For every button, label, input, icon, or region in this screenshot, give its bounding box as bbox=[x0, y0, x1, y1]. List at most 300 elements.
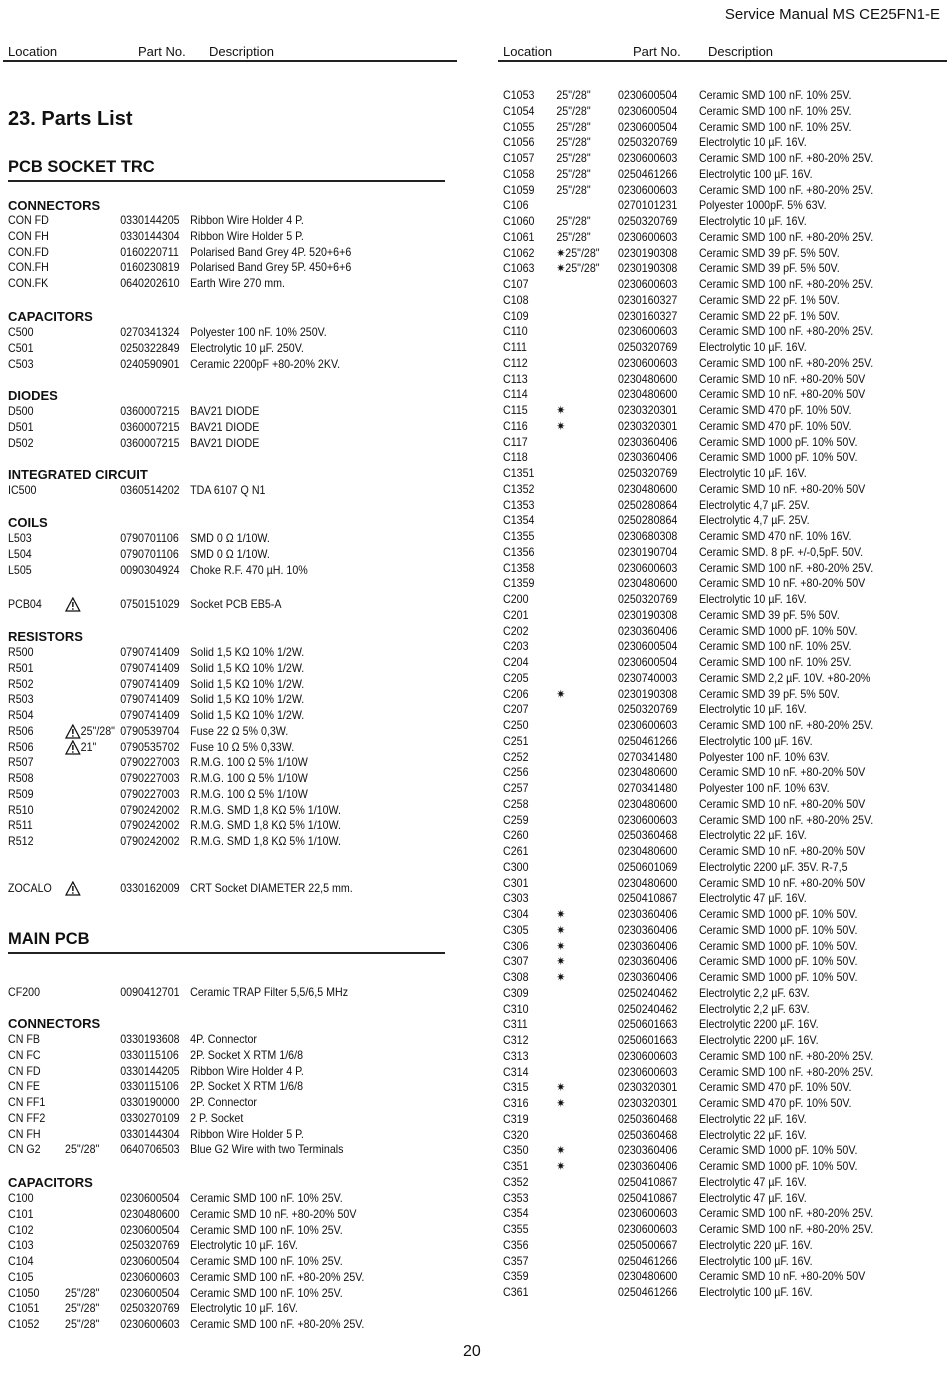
cell-part-number: 0230480600 bbox=[618, 482, 678, 496]
cell-location: C206 bbox=[503, 687, 529, 701]
cell-location: R506 bbox=[8, 724, 34, 738]
cell-description: 2P. Socket X RTM 1/6/8 bbox=[190, 1080, 304, 1094]
cell-part-number: 0230600603 bbox=[618, 278, 678, 291]
cell-description: Ceramic SMD 1000 pF. 10% 50V. bbox=[698, 908, 858, 921]
cell-part-number: 0330270109 bbox=[120, 1111, 180, 1125]
cell-location: C258 bbox=[503, 797, 529, 811]
cell-description: Ribbon Wire Holder 4 P. bbox=[190, 214, 304, 227]
cell-part-number: 0230480600 bbox=[120, 1207, 180, 1221]
cell-position: ✷ bbox=[556, 687, 566, 701]
cell-part-number: 0790242002 bbox=[120, 819, 180, 833]
cell-description: Ceramic SMD 10 nF. +80-20% 50V bbox=[698, 876, 866, 890]
cell-description: Electrolytic 10 µF. 16V. bbox=[698, 215, 807, 228]
cell-description: Blue G2 Wire with two Terminals bbox=[190, 1143, 344, 1157]
cell-description: Ceramic SMD 1000 pF. 10% 50V. bbox=[698, 1160, 858, 1173]
cell-description: BAV21 DIODE bbox=[190, 405, 260, 418]
cell-location: C314 bbox=[503, 1065, 529, 1079]
cell-description: Ceramic SMD 10 nF. +80-20% 50V bbox=[698, 766, 866, 780]
cell-part-number: 0230600504 bbox=[618, 120, 678, 134]
cell-location: C101 bbox=[8, 1207, 34, 1221]
cell-description: Electrolytic 22 µF. 16V. bbox=[698, 1112, 807, 1126]
page-number: 20 bbox=[463, 1343, 481, 1360]
cell-location: C320 bbox=[503, 1128, 529, 1142]
cell-part-number: 0250320769 bbox=[618, 215, 678, 228]
cell-description: Ceramic SMD 1000 pF. 10% 50V. bbox=[698, 624, 858, 638]
cell-part-number: 0790741409 bbox=[120, 677, 180, 691]
cell-location: C100 bbox=[8, 1192, 34, 1205]
cell-description: Polyester 1000pF. 5% 63V. bbox=[698, 199, 827, 213]
cell-part-number: 0230320301 bbox=[618, 1097, 678, 1110]
cell-description: Ceramic SMD 100 nF. +80-20% 25V. bbox=[698, 1223, 874, 1236]
cell-location: C1061 bbox=[503, 230, 535, 244]
cell-part-number: 0790741409 bbox=[120, 661, 180, 675]
cell-position: ✷ bbox=[556, 1144, 566, 1158]
cell-description: Polarised Band Grey 5P. 450+6+6 bbox=[190, 261, 352, 275]
cell-location: R509 bbox=[8, 787, 34, 801]
cell-location: C114 bbox=[503, 388, 528, 402]
cell-description: Solid 1,5 KΩ 10% 1/2W. bbox=[190, 661, 305, 675]
cell-location: C305 bbox=[503, 923, 529, 937]
cell-location: C111 bbox=[503, 341, 527, 354]
cell-part-number: 0090304924 bbox=[120, 563, 180, 577]
cell-description: 4P. Connector bbox=[190, 1033, 257, 1046]
cell-description: Electrolytic 10 µF. 250V. bbox=[190, 341, 304, 355]
cell-location: C1054 bbox=[503, 104, 535, 118]
cell-location: C204 bbox=[503, 656, 529, 669]
cell-description: Electrolytic 10 µF. 16V. bbox=[190, 1302, 298, 1316]
cell-part-number: 0230600603 bbox=[618, 230, 678, 244]
cell-part-number: 0230600603 bbox=[618, 183, 678, 197]
cell-part-number: 0330190000 bbox=[120, 1096, 180, 1109]
cell-location: C107 bbox=[503, 278, 529, 291]
cell-part-number: 0250601663 bbox=[618, 1034, 678, 1047]
cell-part-number: 0230600504 bbox=[120, 1255, 180, 1268]
cell-location: C1056 bbox=[503, 136, 535, 150]
cell-description: Ceramic SMD 39 pF. 5% 50V. bbox=[698, 608, 840, 622]
cell-description: Electrolytic 4,7 µF. 25V. bbox=[698, 498, 810, 512]
cell-description: Earth Wire 270 mm. bbox=[190, 277, 286, 290]
cell-description: Ceramic SMD 100 nF. 10% 25V. bbox=[698, 120, 852, 134]
cell-part-number: 0250360468 bbox=[618, 1112, 678, 1126]
cell-location: PCB04 bbox=[8, 598, 42, 611]
cell-location: CON.FH bbox=[8, 261, 49, 275]
cell-description: Ribbon Wire Holder 4 P. bbox=[190, 1064, 304, 1078]
cell-location: C357 bbox=[503, 1254, 529, 1268]
cell-location: C301 bbox=[503, 876, 529, 890]
cell-part-number: 0790227003 bbox=[120, 756, 180, 770]
cell-position: 25"/28" bbox=[556, 120, 591, 134]
column-header-left bbox=[8, 44, 448, 60]
cell-location: D501 bbox=[8, 420, 34, 434]
main-pcb-title: MAIN PCB bbox=[8, 930, 445, 954]
cell-description: Ceramic SMD 100 nF. 10% 25V. bbox=[190, 1223, 343, 1237]
cell-part-number: 0230740003 bbox=[618, 671, 678, 685]
cell-location: CON FD bbox=[8, 214, 49, 227]
cell-position: 25"/28" bbox=[65, 1143, 100, 1157]
cell-description: Ceramic SMD 1000 pF. 10% 50V. bbox=[698, 1144, 858, 1158]
cell-description: R.M.G. 100 Ω 5% 1/10W bbox=[190, 787, 308, 801]
cell-location: C355 bbox=[503, 1223, 529, 1236]
cell-location: C359 bbox=[503, 1270, 529, 1284]
cell-description: Ceramic SMD 100 nF. 10% 25V. bbox=[698, 89, 852, 102]
cell-part-number: 0230480600 bbox=[618, 388, 678, 402]
cell-description: Solid 1,5 KΩ 10% 1/2W. bbox=[190, 677, 305, 691]
cell-description: Ceramic SMD 100 nF. +80-20% 25V. bbox=[698, 278, 874, 291]
cell-location: C313 bbox=[503, 1049, 529, 1063]
cell-location: R504 bbox=[8, 709, 34, 722]
cell-description: Ceramic SMD 470 pF. 10% 50V. bbox=[698, 419, 852, 433]
cell-part-number: 0790741409 bbox=[120, 709, 180, 722]
cell-position: ✷ bbox=[556, 923, 566, 937]
cell-part-number: 0230600504 bbox=[618, 656, 678, 669]
column-header-right bbox=[503, 44, 943, 60]
cell-description: Ceramic SMD 100 nF. +80-20% 25V. bbox=[698, 230, 874, 244]
cell-part-number: 0230320301 bbox=[618, 404, 678, 417]
cell-location: C106 bbox=[503, 199, 529, 213]
cell-position: ✷25"/28" bbox=[556, 246, 600, 260]
cell-position: ✷ bbox=[556, 971, 566, 984]
cell-part-number: 0270341480 bbox=[618, 782, 678, 795]
cell-description: Electrolytic 100 µF. 16V. bbox=[698, 1286, 813, 1299]
cell-location: IC500 bbox=[8, 484, 37, 497]
cell-description: Ceramic SMD 1000 pF. 10% 50V. bbox=[698, 451, 858, 465]
cell-description: Electrolytic 100 µF. 16V. bbox=[698, 1254, 813, 1268]
cell-part-number: 0160230819 bbox=[120, 261, 180, 275]
cell-position: ✷ bbox=[556, 1097, 566, 1110]
cell-location: C105 bbox=[8, 1270, 34, 1284]
cell-location: C310 bbox=[503, 1002, 529, 1016]
cell-location: C308 bbox=[503, 971, 529, 984]
cell-position: 25"/28" bbox=[556, 136, 591, 150]
cell-part-number: 0230600504 bbox=[618, 640, 678, 654]
cell-location: C1053 bbox=[503, 89, 535, 102]
cell-description: Solid 1,5 KΩ 10% 1/2W. bbox=[190, 709, 305, 722]
cell-description: Ceramic SMD 10 nF. +80-20% 50V bbox=[698, 482, 866, 496]
cell-description: Ceramic SMD 2,2 µF. 10V. +80-20% bbox=[698, 671, 871, 685]
cell-part-number: 0270341480 bbox=[618, 750, 678, 764]
cell-location: C311 bbox=[503, 1018, 528, 1032]
cell-description: R.M.G. 100 Ω 5% 1/10W bbox=[190, 772, 308, 785]
subsection-title: DIODES bbox=[8, 388, 58, 403]
cell-part-number: 0230680308 bbox=[618, 530, 678, 543]
cell-part-number: 0230320301 bbox=[618, 419, 678, 433]
cell-description: Ceramic SMD 470 pF. 10% 50V. bbox=[698, 1097, 852, 1110]
cell-part-number: 0230600603 bbox=[618, 813, 678, 827]
page-header-title: Service Manual MS CE25FN1-E bbox=[724, 6, 940, 23]
cell-part-number: 0790701106 bbox=[120, 532, 179, 545]
cell-description: Ceramic SMD 22 pF. 1% 50V. bbox=[698, 293, 840, 307]
subsection-title: CONNECTORS bbox=[8, 1016, 101, 1031]
cell-part-number: 0230480600 bbox=[618, 577, 678, 591]
cell-part-number: 0790701106 bbox=[120, 547, 179, 561]
cell-location: C207 bbox=[503, 703, 529, 717]
cell-description: Electrolytic 22 µF. 16V. bbox=[698, 1128, 807, 1142]
cell-location: R508 bbox=[8, 772, 34, 785]
cell-location: C1352 bbox=[503, 482, 535, 496]
cell-location: C116 bbox=[503, 419, 528, 433]
cell-description: Solid 1,5 KΩ 10% 1/2W. bbox=[190, 693, 305, 707]
cell-description: Ceramic SMD 100 nF. 10% 25V. bbox=[190, 1255, 343, 1268]
cell-part-number: 0240590901 bbox=[120, 357, 180, 371]
cell-part-number: 0330115106 bbox=[120, 1048, 179, 1062]
cell-location: C205 bbox=[503, 671, 529, 685]
cell-position: ✷ bbox=[556, 1081, 566, 1095]
cell-part-number: 0230360406 bbox=[618, 955, 678, 969]
cell-location: C316 bbox=[503, 1097, 529, 1110]
cell-description: Electrolytic 47 µF. 16V. bbox=[698, 892, 807, 906]
cell-part-number: 0330144205 bbox=[120, 214, 180, 227]
cell-location: C319 bbox=[503, 1112, 529, 1126]
cell-part-number: 0330144205 bbox=[120, 1064, 180, 1078]
cell-part-number: 0230360406 bbox=[618, 923, 678, 937]
cell-part-number: 0160220711 bbox=[120, 245, 179, 259]
cell-description: Ceramic SMD. 8 pF. +/-0,5pF. 50V. bbox=[698, 545, 864, 559]
cell-description: Ceramic SMD 100 nF. 10% 25V. bbox=[190, 1286, 343, 1300]
cell-part-number: 0790227003 bbox=[120, 787, 180, 801]
column-header-location: Location bbox=[8, 44, 58, 59]
cell-location: C1058 bbox=[503, 167, 535, 181]
cell-location: C354 bbox=[503, 1207, 529, 1221]
cell-description: Fuse 22 Ω 5% 0,3W. bbox=[190, 724, 289, 738]
cell-location: C1055 bbox=[503, 120, 535, 134]
cell-position: 25"/28" bbox=[556, 230, 591, 244]
cell-description: CRT Socket DIAMETER 22,5 mm. bbox=[190, 882, 353, 895]
cell-location: CN FD bbox=[8, 1064, 41, 1078]
cell-part-number: 0360007215 bbox=[120, 420, 180, 434]
cell-location: C110 bbox=[503, 325, 528, 339]
cell-part-number: 0250601663 bbox=[618, 1018, 678, 1032]
cell-description: Ceramic 2200pF +80-20% 2KV. bbox=[190, 357, 341, 371]
cell-part-number: 0250320769 bbox=[618, 341, 678, 354]
cell-description: Ceramic SMD 100 nF. +80-20% 25V. bbox=[698, 1207, 874, 1221]
cell-description: Ceramic SMD 100 nF. +80-20% 25V. bbox=[698, 1049, 874, 1063]
cell-description: 2P. Connector bbox=[190, 1096, 257, 1109]
cell-description: Electrolytic 2,2 µF. 63V. bbox=[698, 986, 810, 1000]
cell-part-number: 0230480600 bbox=[618, 797, 678, 811]
cell-location: C1353 bbox=[503, 498, 535, 512]
cell-location: C304 bbox=[503, 908, 529, 921]
cell-part-number: 0230600603 bbox=[618, 1207, 678, 1221]
cell-location: C1060 bbox=[503, 215, 535, 228]
cell-location: C1050 bbox=[8, 1286, 40, 1300]
cell-location: C260 bbox=[503, 829, 529, 843]
cell-location: C259 bbox=[503, 813, 529, 827]
cell-location: C118 bbox=[503, 451, 528, 465]
cell-part-number: 0230360406 bbox=[618, 1144, 678, 1158]
cell-part-number: 0230360406 bbox=[618, 1160, 678, 1173]
cell-description: Socket PCB EB5-A bbox=[190, 598, 282, 611]
cell-part-number: 0090412701 bbox=[120, 986, 180, 999]
pcb-socket-title: PCB SOCKET TRC bbox=[8, 158, 445, 182]
column-header-part-no: Part No. bbox=[633, 44, 681, 59]
cell-part-number: 0250360468 bbox=[618, 1128, 678, 1142]
cell-description: Ceramic SMD 10 nF. +80-20% 50V bbox=[698, 845, 866, 858]
subsection-title: CAPACITORS bbox=[8, 309, 93, 324]
cell-part-number: 0250322849 bbox=[120, 341, 180, 355]
cell-location: C257 bbox=[503, 782, 529, 795]
cell-location: C501 bbox=[8, 341, 34, 355]
cell-description: Ribbon Wire Holder 5 P. bbox=[190, 1127, 304, 1141]
cell-part-number: 0230360406 bbox=[618, 451, 678, 465]
cell-description: Polyester 100 nF. 10% 250V. bbox=[190, 326, 327, 339]
cell-part-number: 0230600504 bbox=[120, 1192, 180, 1205]
subsection-title: COILS bbox=[8, 515, 48, 530]
cell-description: Electrolytic 10 µF. 16V. bbox=[698, 136, 807, 150]
cell-description: 2 P. Socket bbox=[190, 1111, 244, 1125]
cell-location: D502 bbox=[8, 436, 34, 450]
cell-description: Ceramic SMD 10 nF. +80-20% 50V bbox=[698, 1270, 866, 1284]
cell-description: Ceramic SMD 1000 pF. 10% 50V. bbox=[698, 923, 858, 937]
cell-part-number: 0250240462 bbox=[618, 986, 678, 1000]
cell-location: R507 bbox=[8, 756, 34, 770]
cell-description: Electrolytic 22 µF. 16V. bbox=[698, 829, 807, 843]
cell-part-number: 0230480600 bbox=[618, 766, 678, 780]
cell-description: Ceramic SMD 470 nF. 10% 16V. bbox=[698, 530, 852, 543]
cell-part-number: 0790741409 bbox=[120, 693, 180, 707]
cell-location: R512 bbox=[8, 835, 34, 848]
cell-part-number: 0750151029 bbox=[120, 598, 180, 611]
cell-part-number: 0640706503 bbox=[120, 1143, 180, 1157]
cell-position-text: 25"/28" bbox=[80, 724, 115, 738]
cell-location: C201 bbox=[503, 608, 529, 622]
cell-part-number: 0250360468 bbox=[618, 829, 678, 843]
cell-part-number: 0790242002 bbox=[120, 835, 180, 848]
cell-location: C1062 bbox=[503, 246, 535, 260]
cell-description: Ceramic SMD 10 nF. +80-20% 50V bbox=[698, 372, 866, 386]
cell-part-number: 0230600603 bbox=[618, 356, 678, 370]
cell-position: 25"/28" bbox=[65, 1286, 100, 1300]
cell-location: C1051 bbox=[8, 1302, 40, 1316]
cell-part-number: 0250601069 bbox=[618, 860, 678, 874]
cell-description: Ceramic SMD 100 nF. 10% 25V. bbox=[698, 640, 852, 654]
cell-description: Ceramic SMD 100 nF. +80-20% 25V. bbox=[698, 152, 874, 165]
cell-description: Fuse 10 Ω 5% 0,33W. bbox=[190, 740, 295, 754]
cell-location: C1351 bbox=[503, 467, 535, 480]
cell-description: Polyester 100 nF. 10% 63V. bbox=[698, 750, 830, 764]
cell-location: CON.FK bbox=[8, 277, 49, 290]
warning-triangle-icon bbox=[65, 725, 81, 738]
cell-position: ✷ bbox=[556, 1160, 566, 1173]
cell-location: ZOCALO bbox=[8, 882, 52, 895]
cell-description: Ceramic SMD 39 pF. 5% 50V. bbox=[698, 687, 840, 701]
cell-part-number: 0230480600 bbox=[618, 876, 678, 890]
cell-description: Ceramic SMD 100 nF. +80-20% 25V. bbox=[190, 1270, 365, 1284]
cell-part-number: 0250320769 bbox=[618, 703, 678, 717]
cell-location: C1358 bbox=[503, 561, 535, 575]
cell-description: R.M.G. SMD 1,8 KΩ 5% 1/10W. bbox=[190, 835, 341, 848]
section-title: 23. Parts List bbox=[8, 108, 133, 130]
cell-part-number: 0230600504 bbox=[618, 104, 678, 118]
cell-part-number: 0230160327 bbox=[618, 309, 678, 323]
cell-description: Ceramic SMD 1000 pF. 10% 50V. bbox=[698, 939, 858, 953]
cell-location: CN FF2 bbox=[8, 1111, 46, 1125]
cell-description: Electrolytic 47 µF. 16V. bbox=[698, 1175, 807, 1189]
cell-part-number: 0250320769 bbox=[618, 136, 678, 150]
cell-description: Ceramic SMD 1000 pF. 10% 50V. bbox=[698, 955, 858, 969]
cell-description: Electrolytic 10 µF. 16V. bbox=[698, 341, 807, 354]
cell-description: Ceramic SMD 100 nF. +80-20% 25V. bbox=[698, 356, 874, 370]
cell-position: 25"/28" bbox=[556, 89, 591, 102]
cell-description: TDA 6107 Q N1 bbox=[190, 484, 266, 497]
cell-location: C103 bbox=[8, 1239, 34, 1253]
cell-location: R506 bbox=[8, 740, 34, 754]
cell-part-number: 0790535702 bbox=[120, 740, 180, 754]
cell-part-number: 0230600504 bbox=[120, 1286, 180, 1300]
cell-location: R510 bbox=[8, 803, 34, 817]
cell-location: C309 bbox=[503, 986, 529, 1000]
cell-description: Ceramic SMD 100 nF. 10% 25V. bbox=[190, 1192, 343, 1205]
cell-part-number: 0250461266 bbox=[618, 1286, 678, 1299]
cell-part-number: 0230190308 bbox=[618, 262, 678, 276]
cell-position: ✷25"/28" bbox=[556, 262, 600, 276]
cell-position: 25"/28" bbox=[556, 183, 591, 197]
cell-description: SMD 0 Ω 1/10W. bbox=[190, 547, 270, 561]
cell-part-number: 0330193608 bbox=[120, 1033, 180, 1046]
cell-description: Ceramic SMD 100 nF. +80-20% 25V. bbox=[698, 183, 874, 197]
cell-position: 25"/28" bbox=[556, 104, 591, 118]
cell-location: C256 bbox=[503, 766, 529, 780]
cell-part-number: 0250500667 bbox=[618, 1238, 678, 1252]
cell-position: ✷ bbox=[556, 404, 566, 417]
cell-description: Ceramic SMD 100 nF. +80-20% 25V. bbox=[698, 561, 874, 575]
cell-part-number: 0230600603 bbox=[618, 1049, 678, 1063]
cell-description: Electrolytic 2,2 µF. 63V. bbox=[698, 1002, 810, 1016]
cell-location: C202 bbox=[503, 624, 529, 638]
cell-part-number: 0230600603 bbox=[618, 1223, 678, 1236]
cell-location: C1355 bbox=[503, 530, 535, 543]
cell-description: Electrolytic 10 µF. 16V. bbox=[698, 467, 807, 480]
cell-part-number: 0330162009 bbox=[120, 882, 180, 895]
cell-position-text: 21" bbox=[80, 740, 97, 754]
cell-part-number: 0230360406 bbox=[618, 624, 678, 638]
cell-part-number: 0230600603 bbox=[618, 719, 678, 732]
cell-part-number: 0230480600 bbox=[618, 372, 678, 386]
cell-description: Ceramic SMD 100 nF. 10% 25V. bbox=[698, 656, 852, 669]
cell-location: CN G2 bbox=[8, 1143, 41, 1157]
cell-description: Electrolytic 10 µF. 16V. bbox=[190, 1239, 298, 1253]
cell-part-number: 0330144304 bbox=[120, 229, 180, 243]
cell-part-number: 0230600603 bbox=[120, 1270, 180, 1284]
cell-description: Ceramic TRAP Filter 5,5/6,5 MHz bbox=[190, 986, 349, 999]
cell-position: 25"/28" bbox=[65, 1302, 100, 1316]
cell-location: C102 bbox=[8, 1223, 34, 1237]
cell-description: Ceramic SMD 10 nF. +80-20% 50V bbox=[698, 388, 866, 402]
cell-part-number: 0250280864 bbox=[618, 514, 678, 528]
cell-part-number: 0790242002 bbox=[120, 803, 180, 817]
cell-description: Ceramic SMD 470 pF. 10% 50V. bbox=[698, 404, 852, 417]
cell-description: Ceramic SMD 100 nF. 10% 25V. bbox=[698, 104, 852, 118]
cell-description: Ceramic SMD 10 nF. +80-20% 50V bbox=[698, 797, 866, 811]
cell-description: Electrolytic 2200 µF. 16V. bbox=[698, 1034, 819, 1047]
cell-location: CF200 bbox=[8, 986, 41, 999]
cell-part-number: 0250461266 bbox=[618, 167, 678, 181]
cell-part-number: 0250320769 bbox=[120, 1302, 180, 1316]
cell-part-number: 0230190704 bbox=[618, 545, 678, 559]
cell-part-number: 0360007215 bbox=[120, 405, 180, 418]
cell-location: L505 bbox=[8, 563, 32, 577]
cell-location: CN FE bbox=[8, 1080, 40, 1094]
warning-triangle-icon bbox=[65, 598, 81, 611]
cell-description: Ceramic SMD 100 nF. +80-20% 25V. bbox=[190, 1318, 365, 1331]
cell-description: R.M.G. SMD 1,8 KΩ 5% 1/10W. bbox=[190, 819, 341, 833]
cell-description: Ceramic SMD 1000 pF. 10% 50V. bbox=[698, 435, 858, 449]
cell-part-number: 0250461266 bbox=[618, 734, 678, 748]
cell-description: Electrolytic 10 µF. 16V. bbox=[698, 703, 807, 717]
cell-part-number: 0250240462 bbox=[618, 1002, 678, 1016]
cell-description: Electrolytic 10 µF. 16V. bbox=[698, 593, 807, 606]
cell-location: C503 bbox=[8, 357, 34, 371]
cell-location: CN FC bbox=[8, 1048, 41, 1062]
